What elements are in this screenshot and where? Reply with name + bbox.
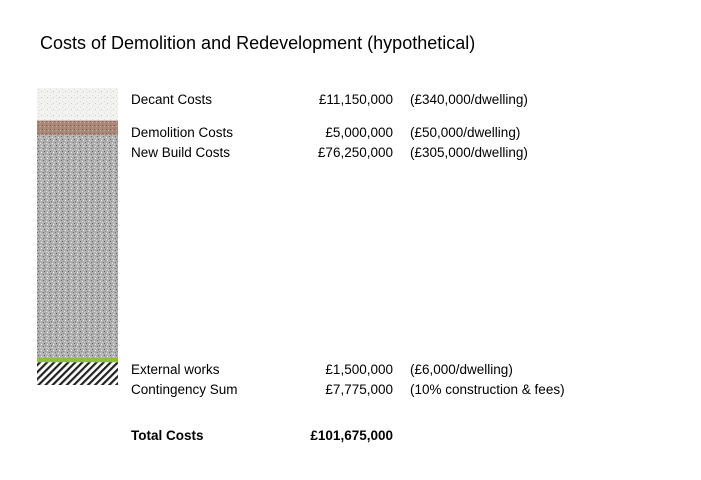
cost-amount: £5,000,000	[325, 124, 393, 140]
stacked-cost-bar	[37, 88, 118, 385]
cost-label: New Build Costs	[131, 144, 231, 160]
cost-amount: £7,775,000	[325, 381, 393, 397]
cost-label: External works	[131, 361, 220, 377]
bar-segment-demolition-costs	[37, 121, 118, 136]
bar-segment-decant-costs	[37, 88, 118, 121]
cost-amount: £11,150,000	[318, 92, 393, 107]
cost-rate: (£50,000/dwelling)	[410, 124, 521, 140]
cost-label: Demolition Costs	[131, 124, 234, 140]
total-costs-value: £101,675,000	[310, 428, 393, 443]
cost-amount: £1,500,000	[325, 361, 393, 377]
bar-segment-new-build-costs	[37, 135, 118, 358]
bar-segment-contingency-sum	[37, 362, 118, 385]
cost-rate: (£340,000/dwelling)	[410, 92, 528, 107]
cost-rate: (£305,000/dwelling)	[410, 144, 528, 160]
cost-amount: £76,250,000	[317, 144, 393, 160]
cost-label: Contingency Sum	[131, 381, 238, 397]
total-costs-label: Total Costs	[131, 428, 204, 443]
cost-label: Decant Costs	[131, 92, 213, 107]
cost-rate: (£6,000/dwelling)	[410, 361, 513, 377]
cost-rate: (10% construction & fees)	[410, 381, 565, 397]
bar-segment-external-works	[37, 358, 118, 362]
chart-title: Costs of Demolition and Redevelopment (hypothetical)	[40, 33, 476, 53]
